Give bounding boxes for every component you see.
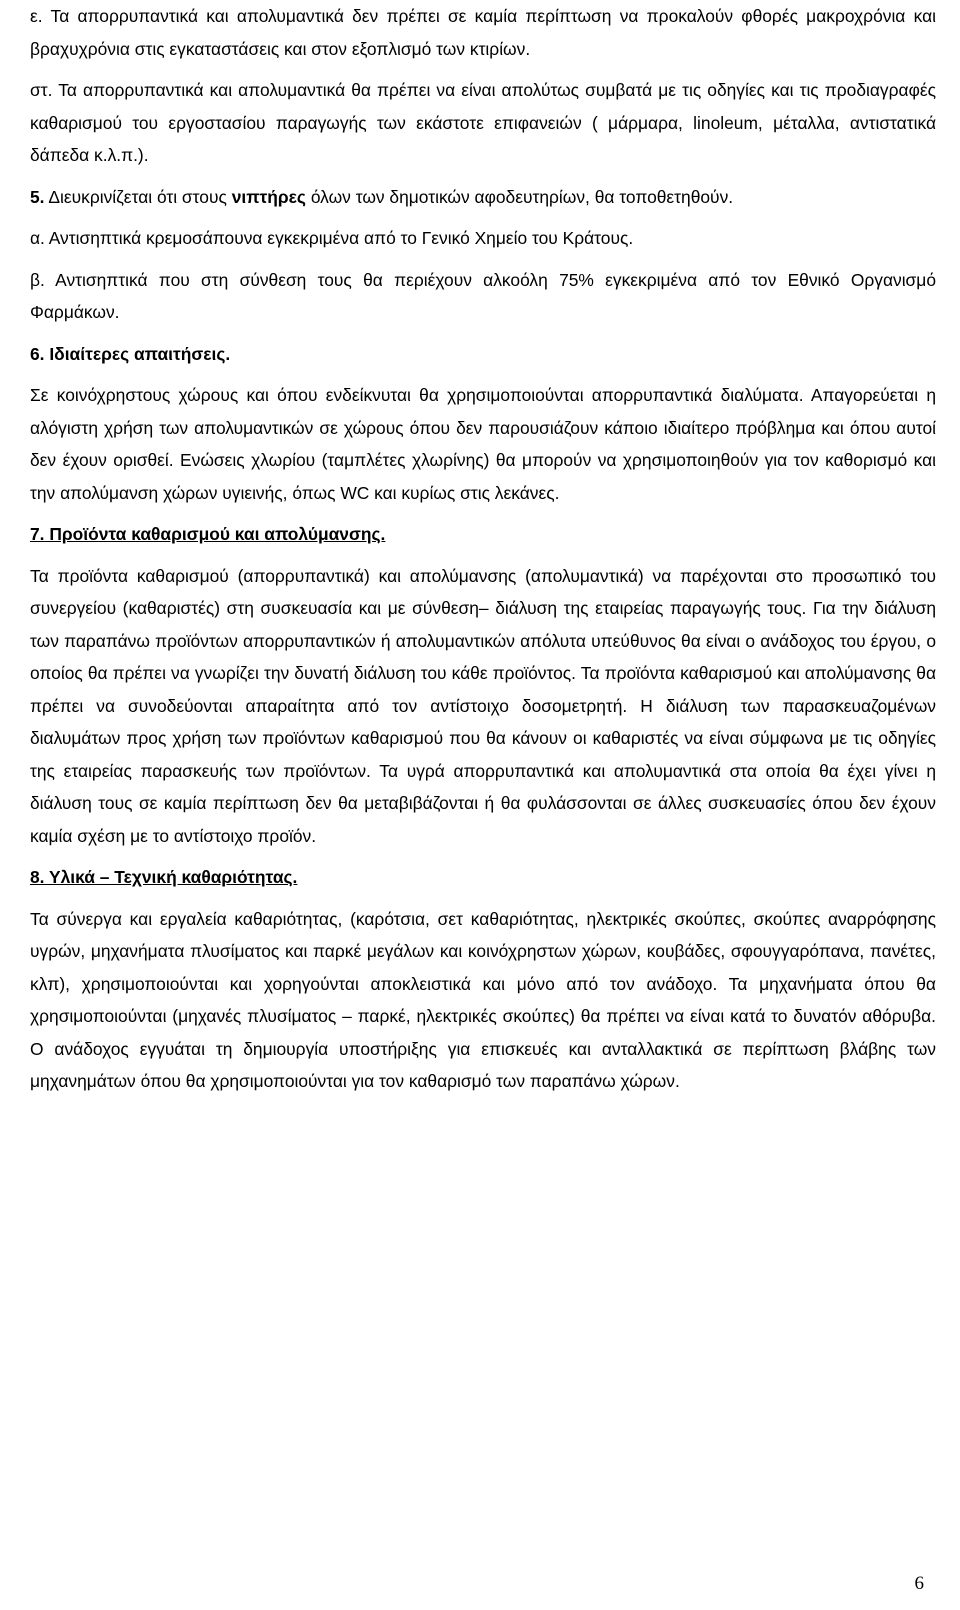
paragraph-st: στ. Τα απορρυπαντικά και απολυμαντικά θα πρέπει να είναι απολύτως συμβατά με τις οδηγίες και τις προδιαγραφές καθαρισμού του εργοστασίου παραγωγής των εκάστοτε επιφανειών ( μάρμαρα, linoleum, μέταλλα, αντιστατικά δάπεδα κ.λ.π.).	[30, 80, 936, 165]
document-page	[30, 0, 936, 1098]
paragraph-e: ε. Τα απορρυπαντικά και απολυμαντικά δεν πρέπει σε καμία περίπτωση να προκαλούν φθορές μακροχρόνια και βραχυχρόνια στις εγκαταστάσεις και στον εξοπλισμό των κτιρίων.	[30, 6, 936, 59]
section-5-text-before: Διευκρινίζεται ότι στους	[48, 186, 227, 207]
section-5-text-after: όλων των δημοτικών αφοδευτηρίων, θα τοποθετηθούν.	[310, 186, 734, 207]
paragraph-section-6: Σε κοινόχρηστους χώρους και όπου ενδείκνυται θα χρησιμοποιούνται απορρυπαντικά διαλύματα. Απαγορεύεται η αλόγιστη χρήση των απολυμαντικών σε χώρους όπου δεν παρουσιάζουν κάποιο ιδιαίτερο πρόβλημα και όπου αυτοί δεν έχουν ορισθεί. Ενώσεις χλωρίου (ταμπλέτες χλωρίνης) θα μπορούν να χρησιμοποιηθούν για τον καθορισμό και την απολύμανση χώρων υγιεινής, όπως WC και κυρίως στις λεκάνες.	[30, 385, 936, 503]
section-5-paragraph	[30, 181, 936, 214]
item-a: α. Αντισηπτικά κρεμοσάπουνα εγκεκριμένα από το Γενικό Χημείο του Κράτους.	[30, 228, 634, 248]
heading-section-6: 6. Ιδιαίτερες απαιτήσεις.	[30, 343, 231, 364]
paragraph-section-7: Τα προϊόντα καθαρισμού (απορρυπαντικά) και απολύμανσης (απολυμαντικά) να παρέχονται στο προσωπικό του συνεργείου (καθαριστές) στη συσκευασία και με σύνθεση– διάλυση της εταιρείας παραγωγής τους. Για την διάλυση των παραπάνω προϊόντων απορρυπαντικών ή απολυμαντικών απόλυτα υπεύθυνος θα είναι ο ανάδοχος του έργου, ο οποίος θα πρέπει να γνωρίζει την δυνατή διάλυση του κάθε προϊόντος. Τα προϊόντα καθαρισμού και απολύμανσης θα πρέπει να συνοδεύονται απαραίτητα από τον αντίστοιχο δοσομετρητή. Η διάλυση των παρασκευαζομένων διαλυμάτων προς χρήση των προϊόντων καθαρισμού που θα κάνουν οι καθαριστές να είναι σύμφωνα με τις οδηγίες της εταιρείας παρασκευής των προϊόντων. Τα υγρά απορρυπαντικά και απολυμαντικά στα οποία θα έχει γίνει η διάλυση τους σε καμία περίπτωση δεν θα μεταβιβάζονται ή θα φυλάσσονται σε άλλες συσκευασίες όπου δεν έχουν καμία σχέση με το αντίστοιχο προϊόν.	[30, 565, 936, 846]
section-5-bold-word: νιπτήρες	[231, 186, 306, 207]
heading-section-8: 8. Υλικά – Τεχνική καθαριότητας.	[30, 867, 298, 887]
paragraph-section-8: Τα σύνεργα και εργαλεία καθαριότητας, (καρότσια, σετ καθαριότητας, ηλεκτρικές σκούπες, σκούπες αναρρόφησης υγρών, μηχανήματα πλυσίματος και παρκέ μεγάλων και κοινόχρηστων χώρων, κουβάδες, σφουγγαρόπανα, πανέτες, κλπ), χρησιμοποιούνται και χορηγούνται αποκλειστικά και μόνο από τον ανάδοχο. Τα μηχανήματα όπου θα χρησιμοποιούνται (μηχανές πλυσίματος – παρκέ, ηλεκτρικές σκούπες) θα πρέπει να είναι κατά το δυνατόν αθόρυβα. Ο ανάδοχος εγγυάται τη δημιουργία υποστήριξης για επισκευές και ανταλλακτικά σε περίπτωση βλάβης των μηχανημάτων όπου θα χρησιμοποιούνται για τον καθαρισμό των παραπάνω χώρων.	[30, 908, 936, 1091]
item-b: β. Αντισηπτικά που στη σύνθεση τους θα περιέχουν αλκοόλη 75% εγκεκριμένα από τον Εθνικό Οργανισμό Φαρμάκων.	[30, 269, 936, 322]
section-5-number: 5.	[30, 186, 45, 207]
page-number: 6	[914, 1573, 924, 1594]
heading-section-7: 7. Προϊόντα καθαρισμού και απολύμανσης.	[30, 524, 386, 544]
